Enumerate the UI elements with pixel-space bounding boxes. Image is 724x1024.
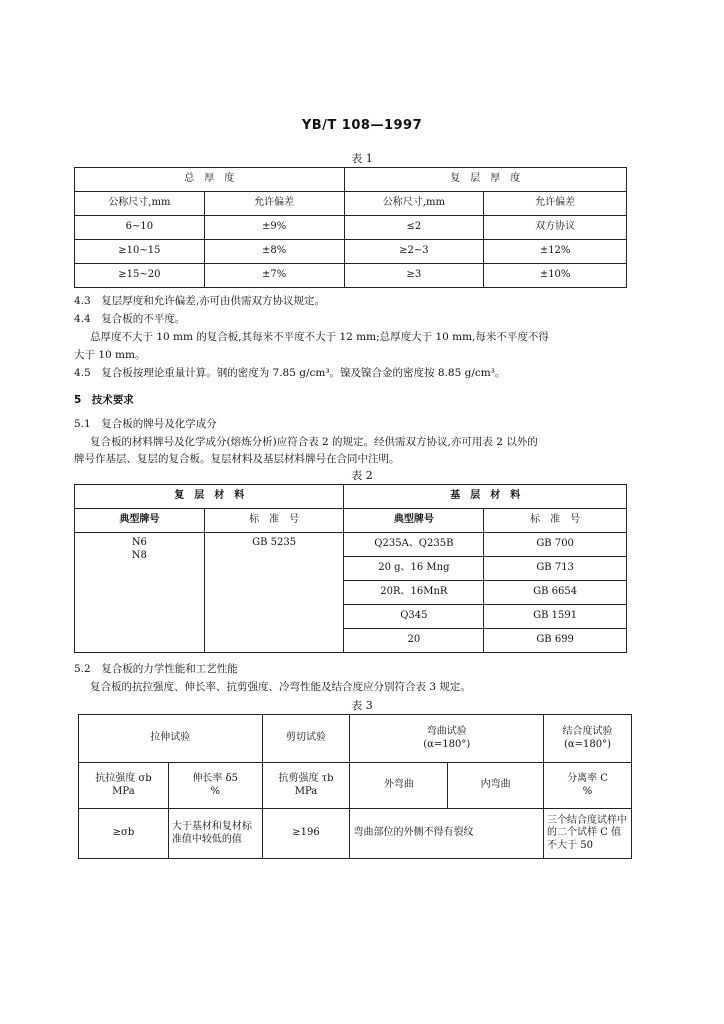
page-header: YB/T 108—1997: [301, 118, 423, 133]
table2-caption: 表 2: [351, 469, 373, 482]
t2-group-base: 基 层 材 料: [344, 485, 627, 509]
t3-h-tensile: 拉伸试验: [79, 715, 263, 763]
t2-clad-grades: N6 N8: [75, 533, 205, 653]
t1-cell: 6~10: [75, 216, 205, 240]
t3-h-bend-title: 弯曲试验: [426, 726, 467, 737]
t3-c-elong: [168, 763, 262, 809]
t3-h-bend: [350, 715, 544, 763]
t3-v-bond: 三个结合度试样中的二个试样 C 值不大于 50: [544, 809, 632, 859]
t1-cell: ≥3: [344, 264, 484, 288]
t3-c-shear-unit: MPa: [294, 785, 318, 797]
t2-base-grade: 20R、16MnR: [344, 581, 484, 605]
t1-col: 公称尺寸,mm: [75, 192, 205, 216]
clause-5-2-body: 复合板的抗拉强度、伸长率、抗剪强度、冷弯性能及结合度应分别符合表 3 规定。: [90, 681, 471, 693]
t1-cell: ≥2~3: [344, 240, 484, 264]
clause-5-2-title: 5.2 复合板的力学性能和工艺性能: [74, 663, 238, 675]
t1-group-clad: 复 层 厚 度: [344, 168, 627, 192]
clause-4-3: 4.3 复层厚度和允许偏差,亦可由供需双方协议规定。: [74, 295, 326, 307]
t3-c-inner: 内弯曲: [448, 763, 544, 809]
table-row: [75, 216, 627, 240]
t1-col: 允许偏差: [484, 192, 627, 216]
t2-base-grade: 20: [344, 629, 484, 653]
table3-caption: 表 3: [351, 699, 373, 712]
t1-cell: ±7%: [204, 264, 344, 288]
t1-cell: ±12%: [484, 240, 627, 264]
t1-group-total: 总 厚 度: [75, 168, 345, 192]
t2-base-standard: GB 713: [484, 557, 627, 581]
table-row: [75, 533, 627, 557]
clause-5-1-title: 5.1 复合板的牌号及化学成分: [74, 418, 217, 430]
t2-base-grade: 20 g、16 Mng: [344, 557, 484, 581]
t2-base-standard: GB 1591: [484, 605, 627, 629]
t1-cell: ±10%: [484, 264, 627, 288]
t2-col: 典型牌号: [344, 509, 484, 533]
table1-caption: 表 1: [351, 152, 373, 165]
t3-c-tensile-unit: MPa: [112, 785, 135, 797]
clause-4-4-body: 总厚度不大于 10 mm 的复合板,其每米不平度不大于 12 mm;总厚度大于 10 mm,每米不平度不得: [90, 331, 549, 343]
t2-col: 标 准 号: [204, 509, 344, 533]
t3-c-shear: [262, 763, 350, 809]
t1-cell: ±8%: [204, 240, 344, 264]
t2-col: 典型牌号: [75, 509, 205, 533]
clause-4-5: 4.5 复合板按理论重量计算。钢的密度为 7.85 g/cm³。镍及镍合金的密度按 8.85 g/cm³。: [74, 367, 506, 379]
table-row: [75, 240, 627, 264]
t3-h-shear: 剪切试验: [262, 715, 350, 763]
t3-v-tensile: ≥σb: [79, 809, 169, 859]
t3-c-tensile-label: 抗拉强度 σb: [95, 773, 152, 784]
t1-cell: ≤2: [344, 216, 484, 240]
t1-col: 公称尺寸,mm: [344, 192, 484, 216]
clause-5-1-body: 复合板的材料牌号及化学成分(熔炼分析)应符合表 2 的规定。经供需双方协议,亦可用表 2 以外的: [90, 436, 538, 448]
table1: [74, 167, 627, 288]
t3-h-bond-title: 结合度试验: [562, 726, 613, 737]
t3-c-sep: [544, 763, 632, 809]
t1-cell: ±9%: [204, 216, 344, 240]
table-row: [75, 264, 627, 288]
clause-4-4-body-cont: 大于 10 mm。: [74, 349, 146, 361]
t3-c-sep-label: 分离率 C: [567, 773, 608, 784]
t3-v-elong: 大于基材和复材标准值中较低的值: [168, 809, 262, 859]
table3: [78, 714, 632, 859]
clause-5-1-body-cont: 牌号作基层、复层的复合板。复层材料及基层材料牌号在合同中注明。: [74, 453, 400, 465]
t3-h-bond-sub: (α=180°): [564, 738, 612, 750]
t2-base-standard: GB 6654: [484, 581, 627, 605]
t1-cell: 双方协议: [484, 216, 627, 240]
t2-group-clad: 复 层 材 料: [75, 485, 344, 509]
section-5-title: 5 技术要求: [74, 394, 134, 406]
t3-h-bond: [544, 715, 632, 763]
t3-c-elong-unit: %: [210, 785, 220, 797]
t3-h-bend-sub: (α=180°): [423, 738, 471, 750]
t1-cell: ≥15~20: [75, 264, 205, 288]
clause-4-4: 4.4 复合板的不平度。: [74, 313, 186, 325]
table-row: [79, 809, 632, 859]
t1-col: 允许偏差: [204, 192, 344, 216]
t3-c-shear-label: 抗剪强度 τb: [278, 773, 334, 784]
t1-cell: ≥10~15: [75, 240, 205, 264]
t3-c-sep-unit: %: [582, 785, 593, 797]
t3-v-shear: ≥196: [262, 809, 350, 859]
t2-base-standard: GB 699: [484, 629, 627, 653]
t3-c-elong-label: 伸长率 δ5: [192, 773, 238, 784]
table2: [74, 484, 627, 653]
t2-base-grade: Q345: [344, 605, 484, 629]
t2-base-grade: Q235A、Q235B: [344, 533, 484, 557]
t2-base-standard: GB 700: [484, 533, 627, 557]
t3-v-bend: 弯曲部位的外侧不得有裂纹: [350, 809, 544, 859]
t3-c-outer: 外弯曲: [350, 763, 448, 809]
t3-c-tensile: [79, 763, 169, 809]
t2-col: 标 准 号: [484, 509, 627, 533]
t2-clad-standard: GB 5235: [204, 533, 344, 653]
